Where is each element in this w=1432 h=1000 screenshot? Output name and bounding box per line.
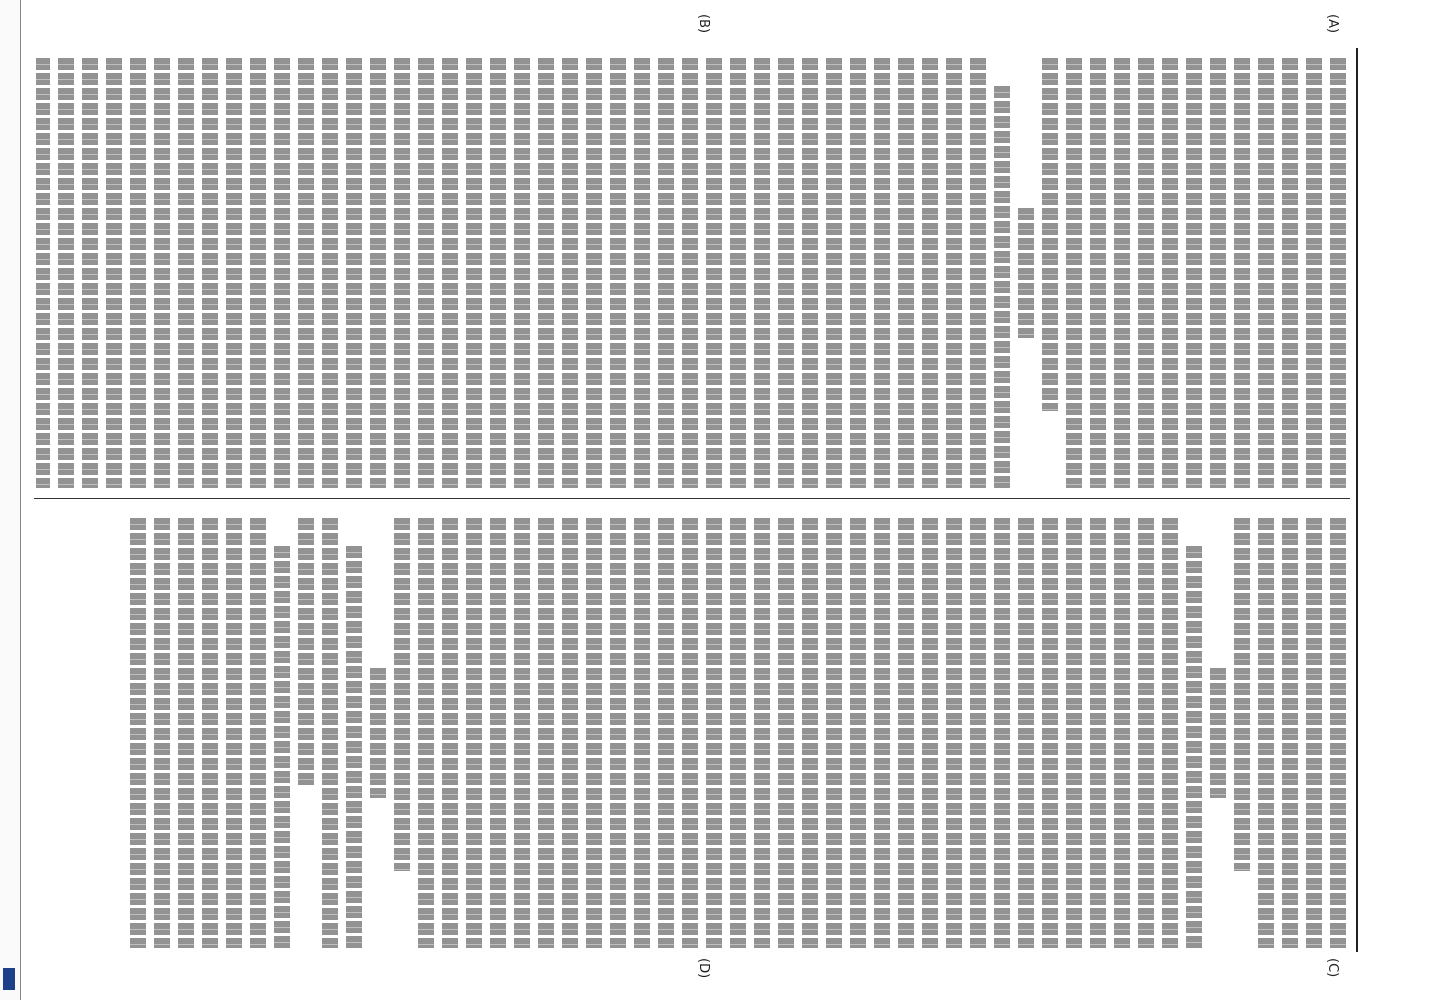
margin-marker-b: (B) xyxy=(696,14,711,34)
right-column xyxy=(36,518,1346,948)
column-divider xyxy=(34,498,1350,499)
header-rule xyxy=(1356,48,1358,952)
left-column xyxy=(36,58,1346,488)
margin-marker-d: (D) xyxy=(696,958,711,979)
document-page xyxy=(16,0,1416,1000)
page-header xyxy=(1362,48,1392,952)
margin-marker-a: (A) xyxy=(1325,14,1340,34)
margin-marker-c: (C) xyxy=(1325,958,1340,978)
dfg-logo-icon xyxy=(3,968,15,990)
